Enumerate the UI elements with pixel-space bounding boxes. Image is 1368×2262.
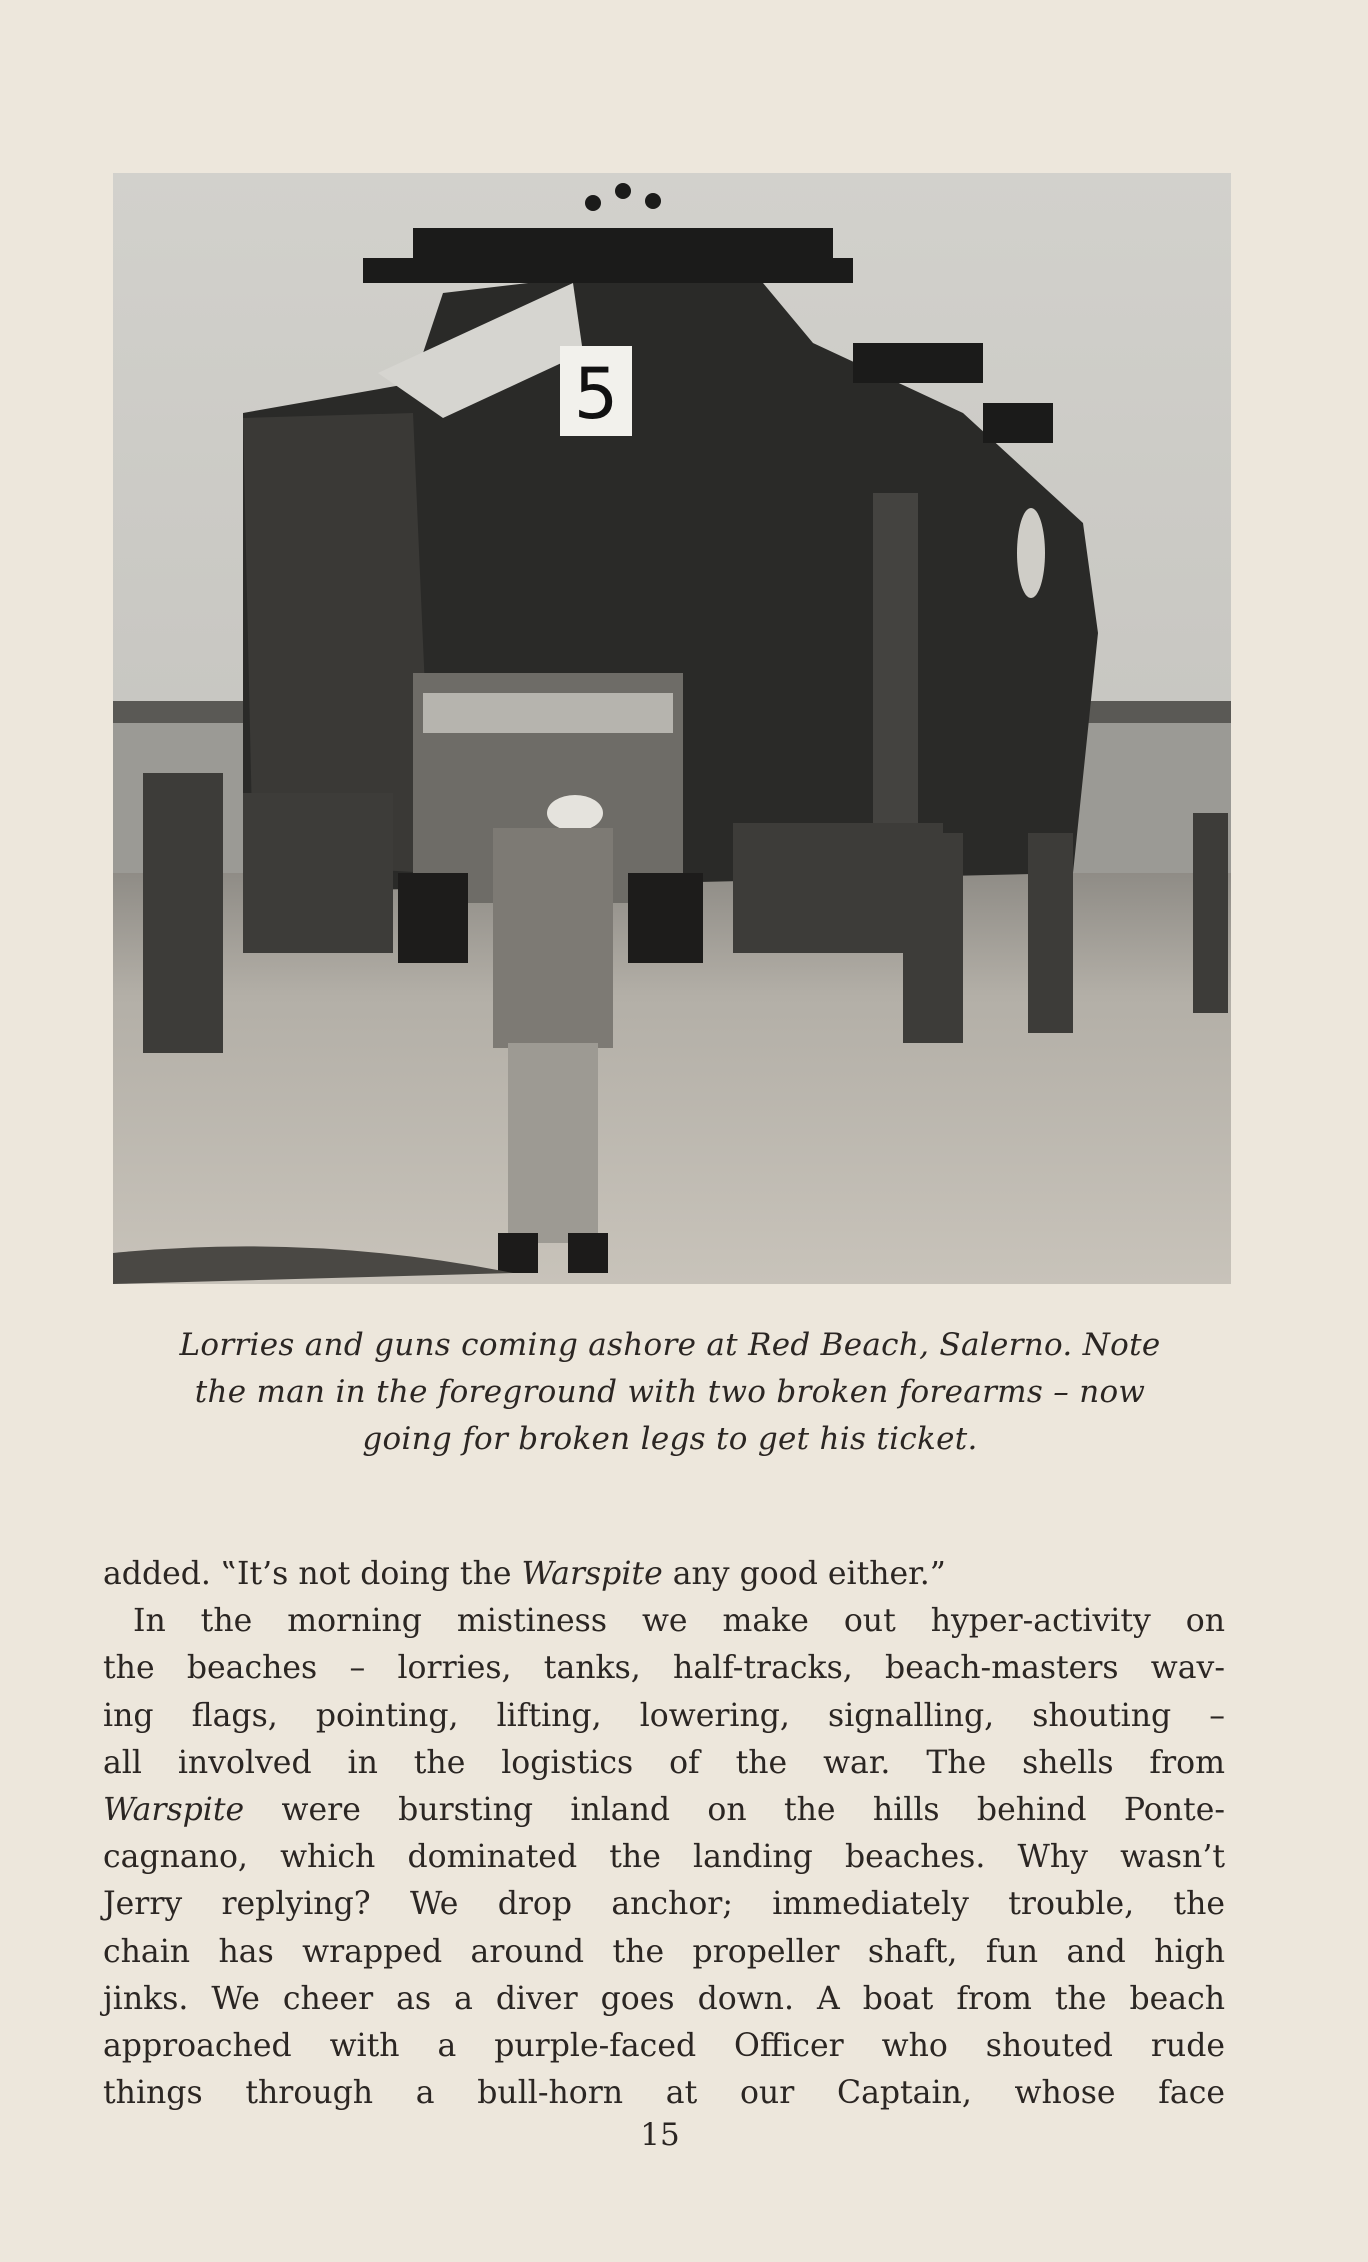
svg-text:5: 5 [573,353,619,435]
text-line: all involved in the logistics of the war. The shells from [103,1744,1225,1781]
text-line: things through a bull-horn at our Captain, whose face [103,2075,1225,2112]
photo-caption [100,1322,1240,1463]
text-span: were bursting inland on the hills behind Ponte- [244,1791,1225,1828]
text-span: any good either.” [662,1556,946,1592]
caption-line: going for broken legs to get his ticket. [362,1421,978,1457]
text-line: Jerry replying? We drop anchor; immediately trouble, the [103,1886,1225,1923]
text-line: ing flags, pointing, lifting, lowering, signalling, shouting – [103,1697,1225,1734]
text-line: the beaches – lorries, tanks, half-tracks, beach-masters wav- [103,1650,1225,1687]
text-line: jinks. We cheer as a diver goes down. A boat from the beach [103,1980,1225,2017]
landing-ship-photo [113,173,1231,1284]
text-line [103,1551,1225,1598]
text-line: In the morning mistiness we make out hyper-activity on [133,1603,1225,1640]
foreground-soldier [493,795,613,1273]
text-line [103,1787,1225,1834]
ship-name: Warspite [521,1556,663,1592]
body-text [103,1551,1225,2117]
text-line: cagnano, which dominated the landing beaches. Why wasn’t [103,1839,1225,1876]
text-line: chain has wrapped around the propeller shaft, fun and high [103,1933,1225,1970]
ship-name: Warspite [103,1791,245,1828]
text-line: approached with a purple-faced Officer who shouted rude [103,2027,1225,2064]
caption-line: Lorries and guns coming ashore at Red Beach, Salerno. Note [179,1327,1161,1363]
page-number: 15 [640,2117,680,2153]
caption-line: the man in the foreground with two broken forearms – now [194,1374,1146,1410]
text-span: added. ‟It’s not doing the [103,1556,522,1592]
